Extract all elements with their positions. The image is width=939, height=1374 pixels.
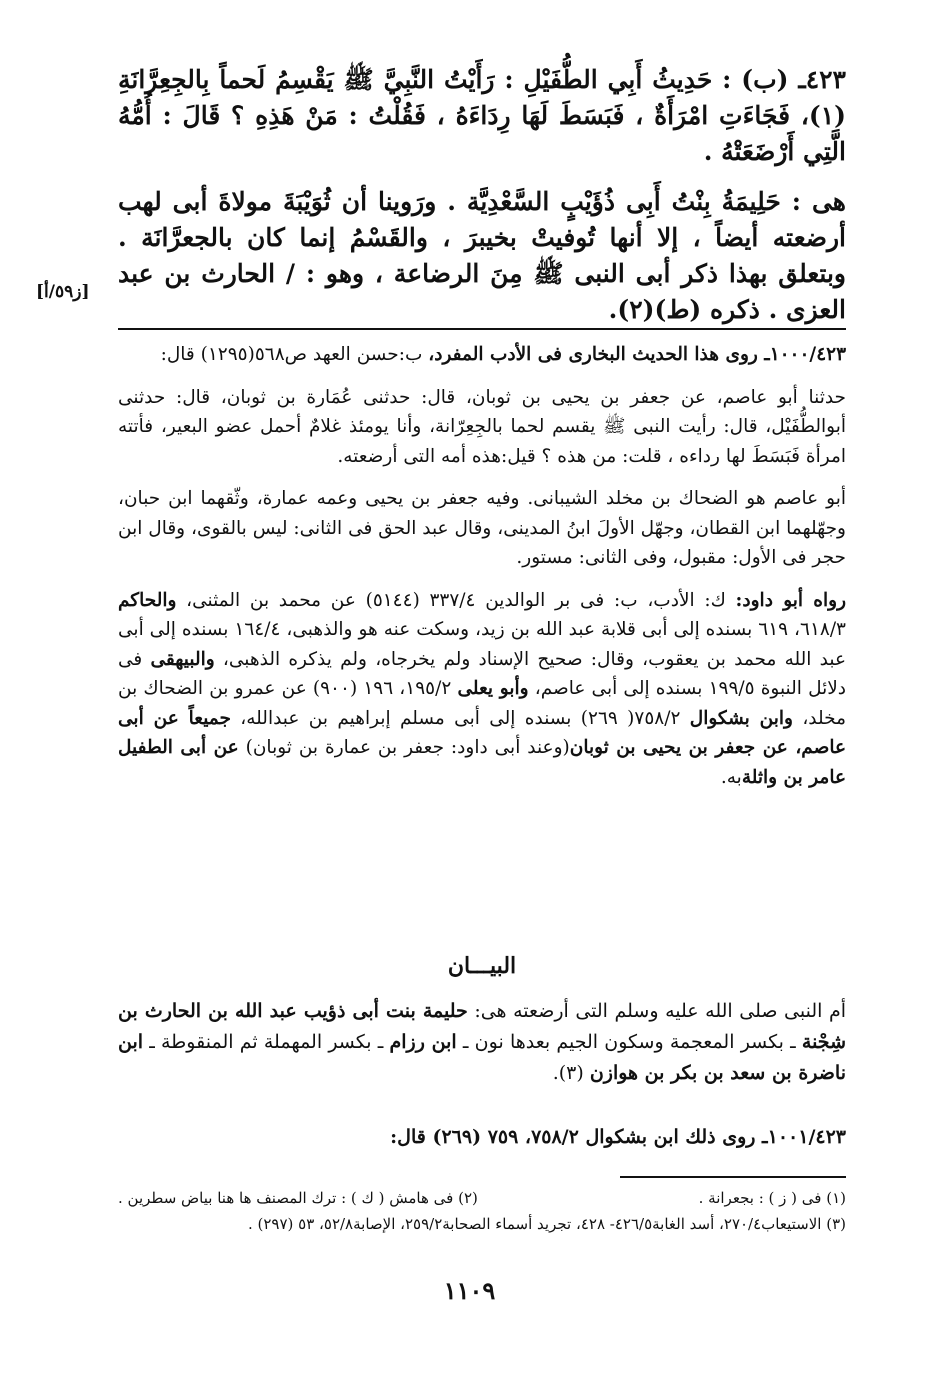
bayan-text: أم النبى صلى الله عليه وسلم التى أرضعته هى: bbox=[467, 1000, 846, 1022]
hadith-paragraph: ٤٢٣ـ (ب) : حَدِيثُ أَبِي الطُّفَيْلِ : رَأَيْتُ النَّبِيَّ ﷺ يَقْسِمُ لَحماً بِالجِعِرَّانَةِ (١)، فَجَاءَتِ امْرَأَةٌ ، فَبَسَطَ لَهَا رِدَاءَهُ ، فَقُلْتُ : مَنْ هَذِهِ ؟ قَالَ : أُمُّهُ الَّتِي أَرْضَعَتْهُ . bbox=[118, 65, 846, 166]
hadith-main-text bbox=[118, 62, 846, 328]
commentary-section bbox=[118, 340, 846, 805]
source-detail: ١٩٥/٢، ١٩٦ (٩٠٠) عن عمرو بن الضحاك بن مخلد، bbox=[118, 678, 846, 729]
commentary-heading: ١٠٠٠/٤٢٣ـ روى هذا الحديث البخارى فى الأدب المفرد، bbox=[428, 344, 846, 365]
source-name: وأبو يعلى bbox=[457, 678, 529, 699]
bayan-text: ـ بكسر المهملة ثم المنقوطة ـ bbox=[143, 1031, 390, 1053]
bayan-text: ـ بكسر المعجمة وسكون الجيم بعدها نون ـ bbox=[456, 1031, 802, 1053]
commentary-heading-rest: ب:حسن العهد ص٥٦٨(١٢٩٥) قال: bbox=[160, 344, 429, 365]
next-hadith-line: ١٠٠١/٤٢٣ـ روى ذلك ابن بشكوال ٧٥٨/٢، ٧٥٩ (٢٦٩) قال: bbox=[390, 1126, 846, 1148]
bayan-title: البيـــان bbox=[447, 953, 517, 979]
chain-end: به. bbox=[720, 766, 742, 788]
bayan-paragraph bbox=[118, 996, 846, 1089]
footnote-3: (٣) الاستيعاب٢٧٠/٤، أسد الغابة٤٢٦/٥- ٤٢٨، تجريد أسماء الصحابة٢٥٩/٢، الإصابة٥٢/٨، ٥٣ (٢٩٧) . bbox=[247, 1215, 846, 1233]
bayan-name: ابن رزام bbox=[389, 1031, 457, 1053]
source-detail: ك: الأدب، ب: فى بر الوالدين ٣٣٧/٤ (٥١٤٤) عن محمد بن المثنى، bbox=[176, 589, 736, 611]
bayan-name: حليمة بنت أبى ذؤيب عبد الله بن الحارث بن شِجْنة bbox=[118, 1000, 846, 1053]
source-name: والحاكم bbox=[118, 589, 177, 611]
chain-summary: عن أبى الطفيل عامر بن واثلة bbox=[118, 737, 846, 788]
footnote-1: (١) فى ( ز ) : بجعرانة . bbox=[698, 1189, 846, 1207]
source-detail: ٦١٨/٣، ٦١٩ بسنده إلى أبى قلابة عبد الله بن زيد، وسكت عنه هو والذهبى، ١٦٤/٤ بسنده إلى أبى عبد الله محمد بن يعقوب، وقال: صحيح الإسناد ولم يخرجاه، ولم يذكره الذهبى، bbox=[118, 619, 846, 670]
bayan-footnote-ref: (٣). bbox=[552, 1062, 590, 1084]
source-name: رواه أبو داود: bbox=[735, 589, 847, 611]
footnote-2: (٢) فى هامش ( ك ) : ترك المصنف ها هنا بياض سطرين . bbox=[118, 1189, 478, 1207]
source-name: وابن بشكوال bbox=[689, 707, 793, 729]
commentary-paragraph: أبو عاصم هو الضحاك بن مخلد الشيبانى. وفيه جعفر بن يحيى وعمه عمارة، وثّقهما ابن حبان، وجهّلهما ابن القطان، وجهّل الأولَ ابنُ المدينى، وقال عبد الحق فى الثانى: ليس بالقوى، وقال ابن حجر فى الأول: مقبول، وفى الثانى: مستور. bbox=[118, 488, 846, 568]
section-divider bbox=[118, 328, 846, 330]
commentary-heading-paragraph bbox=[118, 340, 846, 370]
chain-summary: جميعاً عن أبى عاصم، عن جعفر بن يحيى بن ثوبان bbox=[118, 707, 846, 758]
footnote-row bbox=[118, 1186, 846, 1210]
source-detail: فى دلائل النبوة ١٩٩/٥ بسنده إلى أبى عاصم، bbox=[118, 648, 847, 699]
explanation-paragraph: هى : حَلِيمَةُ بِنْتُ أَبِى ذُؤَيْبٍ السَّعْدِيَّة . ورَوينا أن ثُوَيْبَةَ مولاةَ أبى لهب أرضعته أيضاً ، إلا أنها تُوفيتْ بخيبرَ ، والقَسْمُ إنما كان بالجعرَّانَة . وبتعلق بهذا ذكر أبى النبى ﷺ مِنَ الرضاعة ، وهو : / الحارث بن عبد العزى . ذكره (ط)(٢). bbox=[118, 187, 846, 324]
chain-note: (وعند أبى داود: جعفر بن عمارة بن ثوبان) bbox=[238, 737, 570, 758]
bayan-name: ابن ناضرة بن سعد بن بكر بن هوازن bbox=[118, 1031, 846, 1084]
manuscript-margin-reference: [ز٥٩/أ] bbox=[36, 282, 90, 302]
page-number: ١١٠٩ bbox=[443, 1276, 496, 1305]
footnote-divider bbox=[620, 1176, 846, 1178]
takhrij-paragraph bbox=[118, 586, 846, 793]
source-detail: ٧٥٨/٢( ٢٦٩) بسنده إلى أبى مسلم إبراهيم بن عبدالله، bbox=[230, 707, 690, 729]
source-name: والبيهقى bbox=[150, 648, 215, 670]
commentary-paragraph: حدثنا أبو عاصم، عن جعفر بن يحيى بن ثوبان، قال: حدثنى عُمَارة بن ثوبان، قال: حدثنى أبوالطُّفَيْل، قال: رأيت النبى ﷺ يقسم لحما بالجِعِرّانة، وأنا يومئذ غلامٌ أحمل عضو البعير، فأتته امرأة فَبَسَطَ لها رداءه ، قلت: من هذه ؟ قيل:هذه أمه التى أرضعته. bbox=[118, 386, 846, 467]
bayan-section bbox=[118, 996, 846, 1089]
